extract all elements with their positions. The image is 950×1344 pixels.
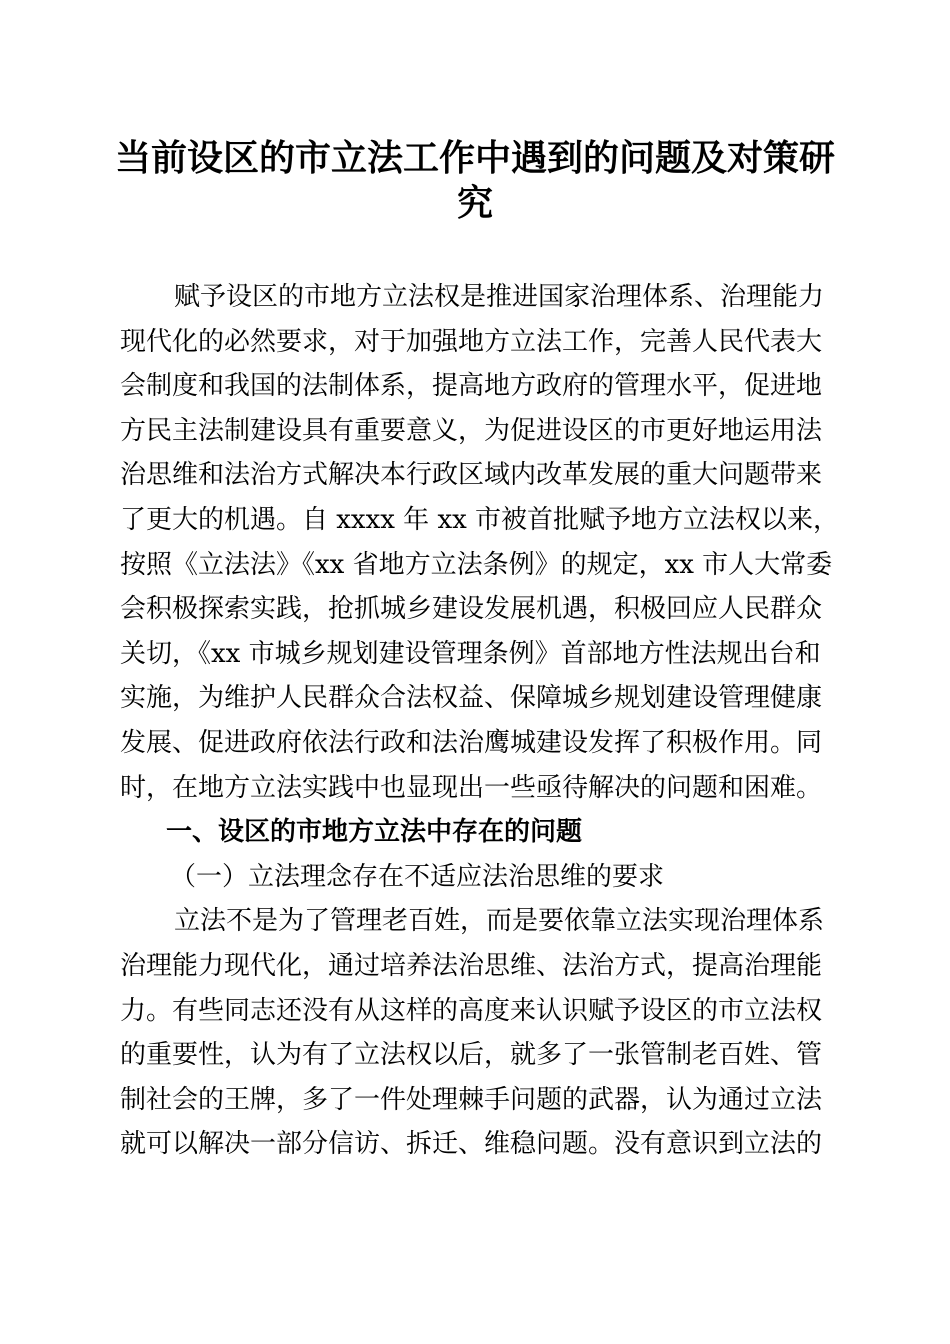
text-line: 立法不是为了管理老百姓，而是要依靠立法实现治理体系: [174, 906, 825, 937]
text-line: 赋予设区的市地方立法权是推进国家治理体系、治理能力: [174, 282, 825, 312]
text-line: 的重要性，认为有了立法权以后，就多了一张管制老百姓、管: [120, 1040, 823, 1071]
text-line: 实施，为维护人民群众合法权益、保障城乡规划建设管理健康: [120, 683, 823, 714]
text-line: 了更大的机遇。自 xxxx 年 xx 市被首批赋予地方立法权以来，: [120, 504, 840, 535]
text-line: 力。有些同志还没有从这样的高度来认识赋予设区的市立法权: [120, 995, 823, 1026]
title-line: 究: [456, 182, 493, 224]
section-heading: 一、设区的市地方立法中存在的问题: [166, 817, 583, 848]
text-line: 制社会的王牌，多了一件处理棘手问题的武器，认为通过立法: [120, 1084, 823, 1115]
text-line: 发展、促进政府依法行政和法治鹰城建设发挥了积极作用。同: [120, 727, 823, 758]
text-line: 现代化的必然要求，对于加强地方立法工作，完善人民代表大: [120, 326, 823, 357]
text-line: 方民主法制建设具有重要意义，为促进设区的市更好地运用法: [120, 415, 823, 446]
text-line: 治思维和法治方式解决本行政区域内改革发展的重大问题带来: [120, 460, 823, 491]
text-line: 治理能力现代化，通过培养法治思维、法治方式，提高治理能: [120, 950, 823, 981]
text-line: 会积极探索实践，抢抓城乡建设发展机遇，积极回应人民群众: [120, 594, 823, 625]
paragraph-section1: [120, 899, 825, 1167]
title-line: 当前设区的市立法工作中遇到的问题及对策研: [114, 137, 835, 179]
text-line: 会制度和我国的法制体系，提高地方政府的管理水平，促进地: [120, 371, 823, 402]
document-title: [110, 136, 840, 226]
document-body: [120, 275, 840, 1167]
text-line: 关切，《xx 市城乡规划建设管理条例》首部地方性法规出台和: [120, 638, 821, 669]
text-line: 时，在地方立法实践中也显现出一些亟待解决的问题和困难。: [120, 772, 823, 803]
paragraph-intro: [120, 275, 840, 810]
text-line: 就可以解决一部分信访、拆迁、维稳问题。没有意识到立法的: [120, 1129, 823, 1160]
subsection-heading: （一）立法理念存在不适应法治思维的要求: [170, 861, 665, 892]
text-line: 按照《立法法》《xx 省地方立法条例》的规定，xx 市人大常委: [120, 549, 833, 580]
